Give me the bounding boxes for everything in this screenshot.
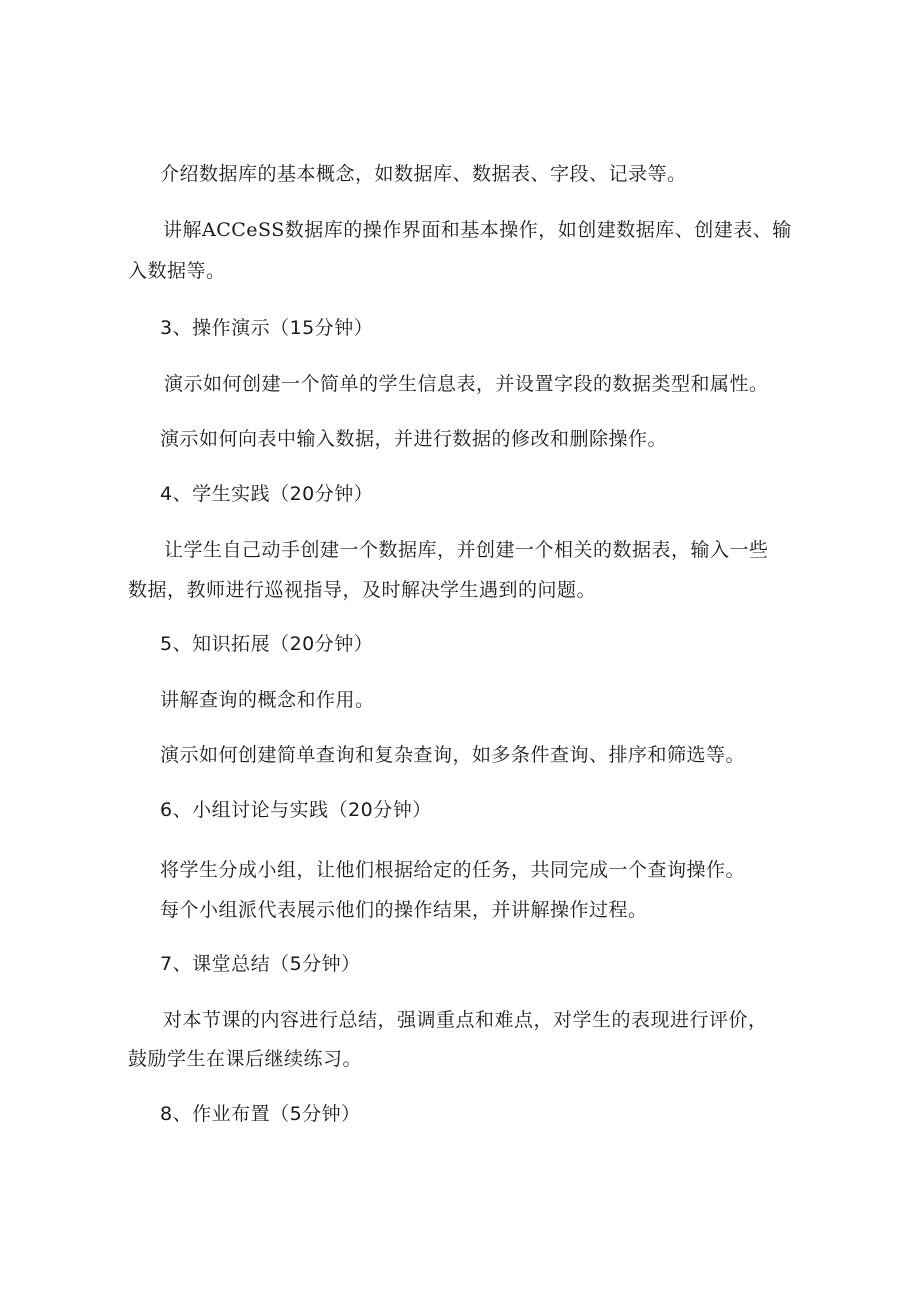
paragraph-student-practice-line-1: 让学生自己动手创建一个数据库，并创建一个相关的数据表，输入一些: [164, 539, 769, 561]
paragraph-summary-line-2: 鼓励学生在课后继续练习。: [128, 1048, 363, 1070]
section-heading-5: 5、知识拓展（20分钟）: [160, 633, 374, 655]
paragraph-access-intro-line-2: 入数据等。: [128, 260, 226, 282]
section-heading-7: 7、课堂总结（5分钟）: [160, 953, 361, 975]
paragraph-summary-line-1: 对本节课的内容进行总结，强调重点和难点，对学生的表现进行评价，: [163, 1009, 768, 1031]
paragraph-student-practice-line-2: 数据，教师进行巡视指导，及时解决学生遇到的问题。: [128, 579, 597, 601]
paragraph-demo-create-table: 演示如何创建一个简单的学生信息表，并设置字段的数据类型和属性。: [164, 373, 769, 395]
paragraph-demo-input-data: 演示如何向表中输入数据，并进行数据的修改和删除操作。: [160, 428, 668, 450]
section-heading-8: 8、作业布置（5分钟）: [160, 1103, 361, 1125]
paragraph-group-task: 将学生分成小组，让他们根据给定的任务，共同完成一个查询操作。: [160, 859, 746, 881]
section-heading-3: 3、操作演示（15分钟）: [160, 317, 374, 339]
section-heading-6: 6、小组讨论与实践（20分钟）: [160, 799, 432, 821]
paragraph-query-concept: 讲解查询的概念和作用。: [160, 689, 375, 711]
paragraph-access-intro-line-1: 讲解ACCeSS数据库的操作界面和基本操作，如创建数据库、创建表、输: [163, 219, 792, 241]
paragraph-demo-queries: 演示如何创建简单查询和复杂查询，如多条件查询、排序和筛选等。: [160, 744, 746, 766]
section-heading-4: 4、学生实践（20分钟）: [160, 483, 374, 505]
paragraph-group-present: 每个小组派代表展示他们的操作结果，并讲解操作过程。: [160, 899, 648, 921]
paragraph-basic-concepts: 介绍数据库的基本概念，如数据库、数据表、字段、记录等。: [160, 163, 687, 185]
